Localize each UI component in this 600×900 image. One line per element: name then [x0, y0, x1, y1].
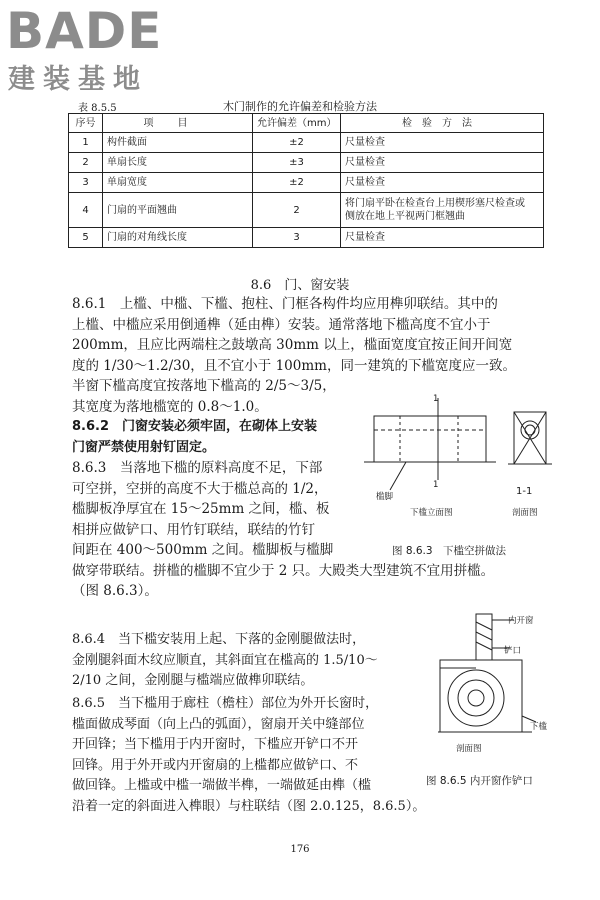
text-line: 间距在 400～500mm 之间。槛脚板与槛脚: [72, 542, 334, 558]
cell-no: 1: [69, 133, 103, 153]
cell-tolerance: ±3: [253, 153, 341, 173]
text-line: 半窗下槛高度宜按落地下槛高的 2/5～3/5，: [72, 378, 336, 394]
cell-method: 尺量检查: [341, 153, 544, 173]
cell-no: 3: [69, 173, 103, 193]
text-line: 8.6.2 门窗安装必须牢固，在砌体上安装: [72, 419, 318, 434]
cell-no: 5: [69, 228, 103, 248]
cell-method: 尺量检查: [341, 173, 544, 193]
cell-method: [341, 193, 544, 228]
text-line: 槛脚板净厚宜在 15～25mm 之间，槛、板: [72, 501, 330, 517]
paragraph-8-6-5: [72, 694, 425, 817]
text-line: 200mm，且应比两端柱之鼓墩高 30mm 以上，槛面宽度宜按正间开间宽: [72, 337, 513, 353]
fig863-label-11: 1-1: [516, 486, 533, 497]
text-line: 8.6.5 当下槛用于廊柱（檐柱）部位为外开长窗时，: [72, 696, 379, 711]
cell-tolerance: 2: [253, 193, 341, 228]
section-heading: 8.6 门、窗安装: [250, 278, 350, 293]
table-row: [69, 228, 544, 248]
table-header-row: [69, 114, 544, 133]
cell-no: 2: [69, 153, 103, 173]
text-line: （图 8.6.3）。: [72, 583, 158, 599]
tolerance-table: [68, 113, 544, 248]
text-line: 金刚腿斜面木纹应顺直，其斜面宜在槛高的 1.5/10～: [72, 652, 378, 668]
cell-item: 构件截面: [103, 133, 253, 153]
table-row: [69, 133, 544, 153]
fig863-label-1b: 1: [433, 480, 439, 490]
header-tolerance: 允许偏差（mm）: [253, 114, 341, 133]
logo-subtitle: 建装基地: [8, 64, 148, 95]
text-line: 8.6.1 上槛、中槛、下槛、抱柱、门框各构件均应用榫卯联结。其中的: [72, 296, 498, 312]
table-title: 木门制作的允许偏差和检验方法: [223, 100, 377, 113]
text-line: 上槛、中槛应采用倒通榫（延由榫）安装。通常落地下槛高度不宜小于: [72, 316, 491, 333]
text-line: 2/10 之间，金刚腿与槛端应做榫卯联结。: [72, 673, 314, 688]
text-line: 8.6.3 当落地下槛的原料高度不足，下部: [72, 460, 323, 476]
cell-no: 4: [69, 193, 103, 228]
table-id: 表 8.5.5: [78, 103, 117, 114]
fig863-label-elevation: 下槛立面图: [410, 508, 453, 518]
cell-method-line: 侧放在地上平视两门框翘曲: [345, 211, 465, 222]
fig863-label-1a: 1: [433, 394, 439, 404]
header-no: 序号: [69, 114, 103, 133]
text-line: 做穿带联结。拼槛的槛脚不宜少于 2 只。大殿类大型建筑不宜用拼槛。: [72, 562, 495, 579]
text-line: 相拼应做铲口、用竹钉联结，联结的竹钉: [72, 521, 315, 538]
table-row: [69, 173, 544, 193]
text-line: 度的 1/30～1.2/30，且不宜小于 100mm，同一建筑的下槛宽度应一致。: [72, 357, 516, 374]
text-line: 做回锋。上槛或中槛一端做半榫，一端做延由榫（槛: [72, 778, 372, 793]
site-logo: [6, 4, 181, 100]
cell-item: 门扇的平面翘曲: [103, 193, 253, 228]
fig865-label-window: 内开窗: [508, 616, 534, 626]
cell-item: 单扇宽度: [103, 173, 253, 193]
cell-method: 尺量检查: [341, 133, 544, 153]
text-line: 槛面做成琴面（向上凸的弧面），窗扇开关中缝部位: [72, 716, 365, 732]
table-row: [69, 153, 544, 173]
cell-tolerance: ±2: [253, 173, 341, 193]
cell-method: 尺量检查: [341, 228, 544, 248]
fig863-label-section: 剖面图: [512, 508, 538, 518]
cell-tolerance: ±2: [253, 133, 341, 153]
header-method: 检验方法: [341, 114, 544, 133]
fig865-label-section: 剖面图: [456, 744, 482, 754]
header-item: 项目: [103, 114, 253, 133]
paragraph-8-6-4: [72, 630, 378, 692]
text-line: 开回锋；当下槛用于内开窗时，下槛应开铲口不开: [72, 737, 359, 752]
paragraph-8-6-2: [72, 417, 317, 458]
fig865-label-chankou: 铲口: [504, 646, 522, 656]
text-line: 可空拼，空拼的高度不大于槛总高的 1/2，: [72, 480, 328, 497]
page-number: 176: [290, 844, 310, 855]
figure-8-6-3-caption: 图 8.6.3 下槛空拼做法: [392, 545, 507, 557]
text-line: 沿着一定的斜面进入榫眼）与柱联结（图 2.0.125，8.6.5）。: [72, 798, 426, 814]
fig863-label-jiao: 槛脚: [376, 492, 394, 502]
table-row: [69, 193, 544, 228]
fig865-label-xiakan: 下槛: [530, 722, 548, 732]
text-line: 其宽度为落地槛宽的 0.8～1.0。: [72, 398, 268, 415]
figure-8-6-3-drawing: [360, 392, 560, 522]
text-line: 门窗严禁使用射钉固定。: [72, 439, 216, 455]
cell-method-line: 将门扇平卧在检查台上用楔形塞尺检查或: [345, 198, 525, 209]
text-line: 回锋。用于外开或内开窗扇的上槛都应做铲口、不: [72, 757, 359, 773]
figure-8-6-5-caption: 图 8.6.5 内开窗作铲口: [426, 775, 533, 787]
cell-tolerance: 3: [253, 228, 341, 248]
text-line: 8.6.4 当下槛安装用上起、下落的金刚腿做法时，: [72, 632, 366, 647]
cell-item: 门扇的对角线长度: [103, 228, 253, 248]
logo-wordmark: BADE: [6, 2, 163, 60]
cell-item: 单扇长度: [103, 153, 253, 173]
